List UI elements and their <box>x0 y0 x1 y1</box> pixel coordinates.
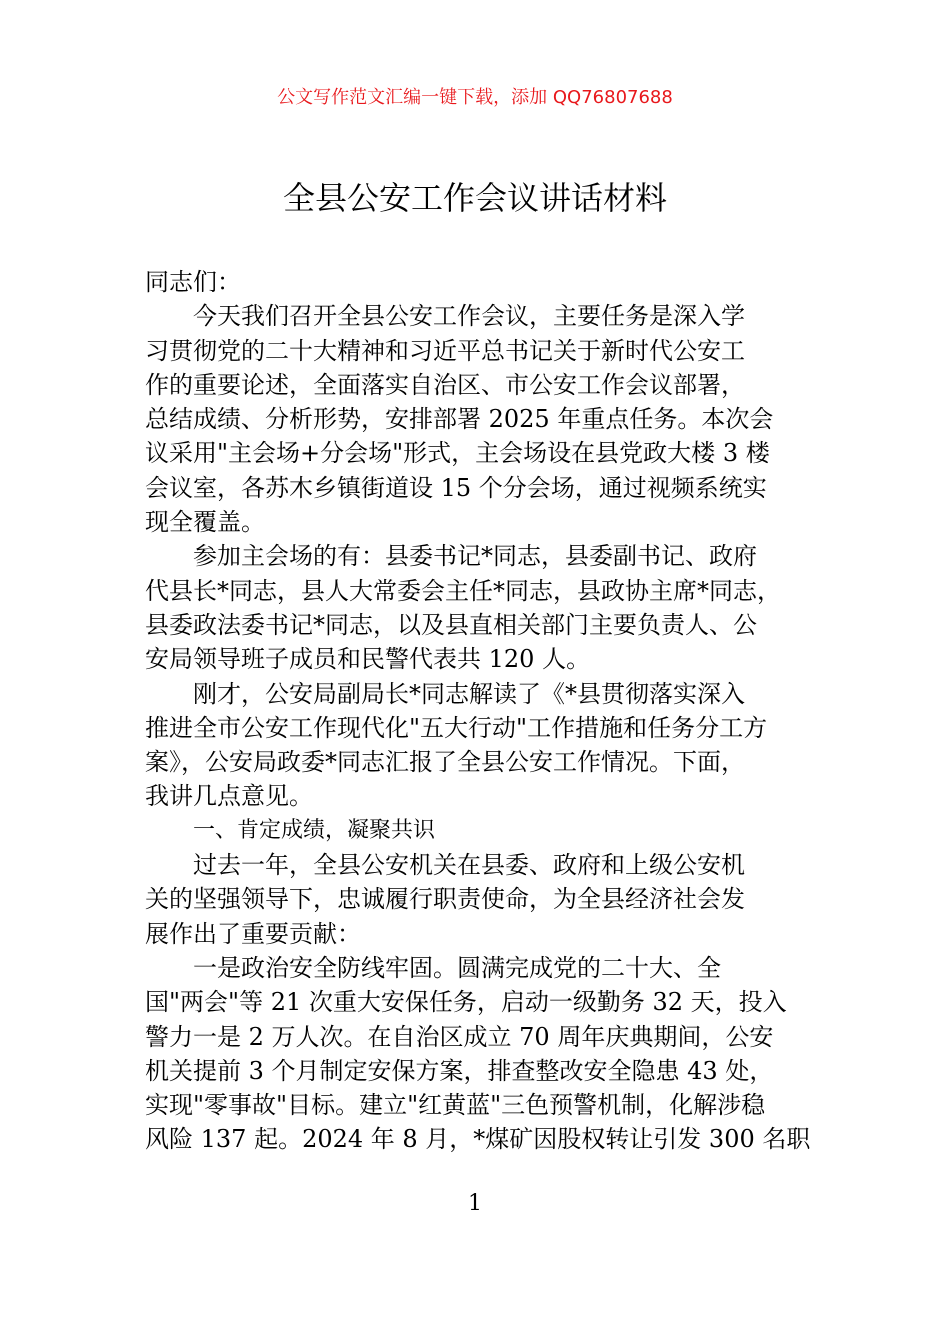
paragraph-1-line-6: 会议室，各苏木乡镇街道设 15 个分会场，通过视频系统实 <box>145 473 767 502</box>
salutation: 同志们： <box>145 268 241 296</box>
paragraph-4-line-3: 展作出了重要贡献： <box>145 919 361 948</box>
paragraph-1-line-2: 习贯彻党的二十大精神和习近平总书记关于新时代公安工 <box>145 336 745 365</box>
paragraph-4-line-1: 过去一年，全县公安机关在县委、政府和上级公安机 <box>193 851 745 880</box>
paragraph-1-line-1: 今天我们召开全县公安工作会议，主要任务是深入学 <box>193 302 745 331</box>
paragraph-5-line-6: 风险 137 起。2024 年 8 月，*煤矿因股权转让引发 300 名职 <box>145 1125 811 1154</box>
paragraph-3-line-1: 刚才，公安局副局长*同志解读了《*县贯彻落实深入 <box>193 679 745 708</box>
document-title: 全县公安工作会议讲话材料 <box>282 179 667 217</box>
paragraph-4-line-2: 关的坚强领导下，忠诚履行职责使命，为全县经济社会发 <box>145 885 745 914</box>
page-number: 1 <box>468 1191 482 1216</box>
paragraph-5-line-1: 一是政治安全防线牢固。圆满完成党的二十大、全 <box>193 953 721 982</box>
paragraph-2-line-1: 参加主会场的有：县委书记*同志，县委副书记、政府 <box>193 542 757 571</box>
paragraph-2-line-2: 代县长*同志，县人大常委会主任*同志，县政协主席*同志， <box>145 576 781 605</box>
paragraph-3-line-3: 案》，公安局政委*同志汇报了全县公安工作情况。下面， <box>145 748 745 777</box>
paragraph-1-line-4: 总结成绩、分析形势，安排部署 2025 年重点任务。本次会 <box>145 405 774 434</box>
paragraph-1-line-7: 现全覆盖。 <box>145 508 265 537</box>
paragraph-1-line-3: 作的重要论述，全面落实自治区、市公安工作会议部署， <box>145 370 745 399</box>
paragraph-5-line-4: 机关提前 3 个月制定安保方案，排查整改安全隐患 43 处， <box>145 1056 774 1085</box>
paragraph-3-line-2: 推进全市公安工作现代化"五大行动"工作措施和任务分工方 <box>145 713 768 742</box>
paragraph-2-line-3: 县委政法委书记*同志，以及县直相关部门主要负责人、公 <box>145 610 757 639</box>
watermark-download-notice: 公文写作范文汇编一键下载，添加 QQ76807688 <box>277 87 673 108</box>
section-heading-1: 一、肯定成绩，凝聚共识 <box>193 817 436 843</box>
paragraph-1-line-5: 议采用"主会场+分会场"形式，主会场设在县党政大楼 3 楼 <box>145 439 770 468</box>
paragraph-2-line-4: 安局领导班子成员和民警代表共 120 人。 <box>145 645 591 674</box>
document-body <box>145 265 825 1157</box>
paragraph-3-line-4: 我讲几点意见。 <box>145 782 313 811</box>
paragraph-5-line-5: 实现"零事故"目标。建立"红黄蓝"三色预警机制，化解涉稳 <box>145 1091 766 1120</box>
paragraph-5-line-3: 警力一是 2 万人次。在自治区成立 70 周年庆典期间，公安 <box>145 1022 774 1051</box>
paragraph-5-line-2: 国"两会"等 21 次重大安保任务，启动一级勤务 32 天，投入 <box>145 988 787 1017</box>
